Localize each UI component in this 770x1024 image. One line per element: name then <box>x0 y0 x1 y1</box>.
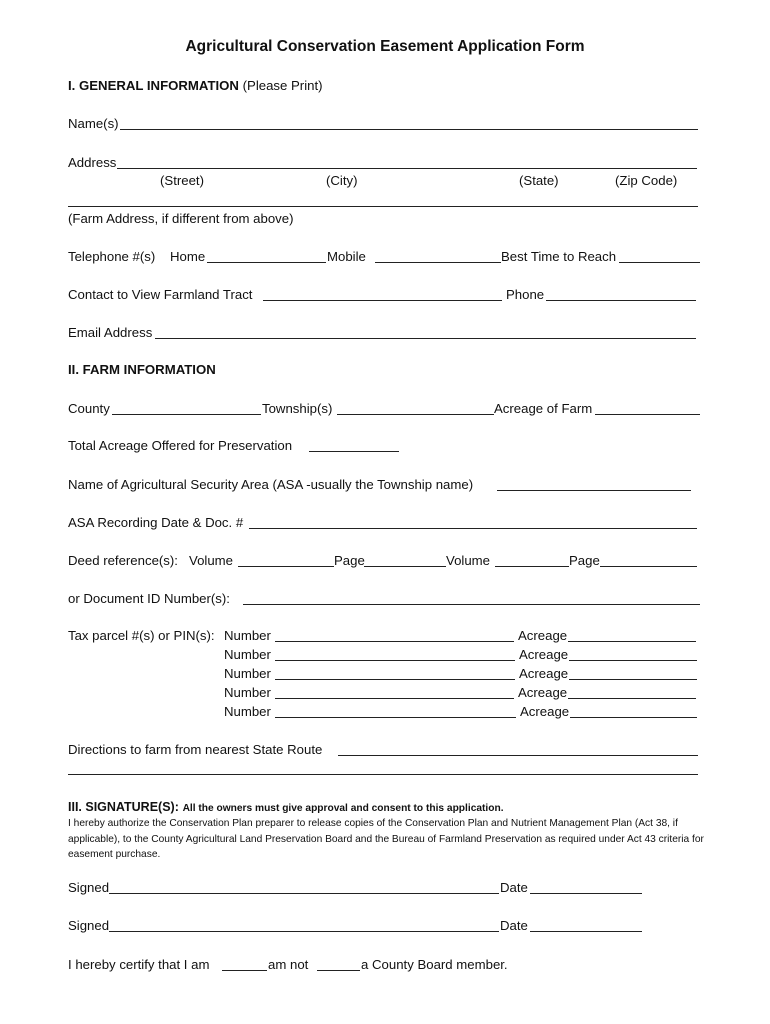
state-caption: (State) <box>519 173 559 188</box>
deed-page-field-1[interactable] <box>364 566 446 567</box>
parcel-number-label: Number <box>224 647 271 662</box>
please-print-note: (Please Print) <box>242 78 323 93</box>
contact-field[interactable] <box>263 300 502 301</box>
parcel-number-label: Number <box>224 666 271 681</box>
contact-phone-label: Phone <box>506 287 545 302</box>
certify-text-2: am not <box>268 957 309 972</box>
parcel-number-field[interactable] <box>275 717 516 718</box>
authorization-paragraph: I hereby authorize the Conservation Plan preparer to release copies of the Conservation Plan and Nutrient Management Plan (Act 38, if applicable), to the County Agricultural Land Preservation Board and the Bureau of Farmland Preservation as required under Act 43 criteria for easement purchase. <box>68 818 704 861</box>
best-time-field[interactable] <box>619 262 700 263</box>
parcel-acreage-field[interactable] <box>568 641 696 642</box>
signed-label-2: Signed <box>68 918 110 933</box>
contact-label: Contact to View Farmland Tract <box>68 287 253 302</box>
parcel-acreage-field[interactable] <box>568 698 696 699</box>
address-label: Address <box>68 155 117 170</box>
parcel-number-field[interactable] <box>275 679 515 680</box>
section-signature-heading <box>68 799 504 817</box>
street-caption: (Street) <box>160 173 204 188</box>
total-acreage-field[interactable] <box>309 451 399 452</box>
parcel-number-field[interactable] <box>275 698 514 699</box>
parcel-acreage-label: Acreage <box>518 628 568 643</box>
signed-label-1: Signed <box>68 880 110 895</box>
best-time-label: Best Time to Reach <box>501 249 617 264</box>
parcel-acreage-field[interactable] <box>569 679 697 680</box>
section-farm-heading: II. FARM INFORMATION <box>68 362 216 377</box>
parcel-acreage-field[interactable] <box>570 717 697 718</box>
date-field-2[interactable] <box>530 931 642 932</box>
asa-recording-label: ASA Recording Date & Doc. # <box>68 515 244 530</box>
township-field[interactable] <box>337 414 494 415</box>
date-label-1: Date <box>500 880 528 895</box>
email-label: Email Address <box>68 325 153 340</box>
deed-volume-label-1: Volume <box>189 553 233 568</box>
deed-volume-label-2: Volume <box>446 553 490 568</box>
deed-reference-label: Deed reference(s): <box>68 553 178 568</box>
home-phone-field[interactable] <box>207 262 326 263</box>
parcel-acreage-label: Acreage <box>520 704 570 719</box>
acreage-of-farm-label: Acreage of Farm <box>494 401 593 416</box>
asa-recording-field[interactable] <box>249 528 697 529</box>
parcel-number-field[interactable] <box>275 660 515 661</box>
document-id-label: or Document ID Number(s): <box>68 591 230 606</box>
certify-am-field[interactable] <box>222 970 267 971</box>
city-caption: (City) <box>326 173 358 188</box>
parcel-number-label: Number <box>224 685 271 700</box>
directions-label: Directions to farm from nearest State Route <box>68 742 323 757</box>
total-acreage-label: Total Acreage Offered for Preservation <box>68 438 293 453</box>
section-general-heading <box>68 78 323 94</box>
zip-caption: (Zip Code) <box>615 173 678 188</box>
tax-parcel-label: Tax parcel #(s) or PIN(s): <box>68 628 215 643</box>
certify-am-not-field[interactable] <box>317 970 360 971</box>
acreage-of-farm-field[interactable] <box>595 414 700 415</box>
parcel-number-field[interactable] <box>275 641 514 642</box>
township-label: Township(s) <box>262 401 333 416</box>
deed-page-label-1: Page <box>334 553 365 568</box>
address-field[interactable] <box>117 168 697 169</box>
county-field[interactable] <box>112 414 261 415</box>
mobile-phone-field[interactable] <box>375 262 501 263</box>
deed-volume-field-2[interactable] <box>495 566 569 567</box>
signature-heading-text: III. SIGNATURE(S): <box>68 800 179 814</box>
parcel-acreage-field[interactable] <box>569 660 697 661</box>
form-title: Agricultural Conservation Easement Application Form <box>185 38 585 55</box>
parcel-acreage-label: Acreage <box>519 666 569 681</box>
names-field[interactable] <box>120 129 698 130</box>
parcel-number-label: Number <box>224 704 271 719</box>
signature-field-2[interactable] <box>109 931 499 932</box>
signature-subheading: All the owners must give approval and consent to this application. <box>182 803 504 814</box>
names-label: Name(s) <box>68 116 119 131</box>
home-label: Home <box>170 249 206 264</box>
certify-text-1: I hereby certify that I am <box>68 957 210 972</box>
certify-text-3: a County Board member. <box>361 957 508 972</box>
farm-address-caption: (Farm Address, if different from above) <box>68 211 294 226</box>
parcel-acreage-label: Acreage <box>519 647 569 662</box>
telephone-label: Telephone #(s) <box>68 249 156 264</box>
county-label: County <box>68 401 110 416</box>
deed-volume-field-1[interactable] <box>238 566 334 567</box>
signature-field-1[interactable] <box>109 893 499 894</box>
mobile-label: Mobile <box>327 249 366 264</box>
email-field[interactable] <box>155 338 696 339</box>
contact-phone-field[interactable] <box>546 300 696 301</box>
date-field-1[interactable] <box>530 893 642 894</box>
section-heading-text: I. GENERAL INFORMATION <box>68 78 239 93</box>
deed-page-label-2: Page <box>569 553 600 568</box>
asa-name-label: Name of Agricultural Security Area (ASA -usually the Township name) <box>68 477 474 492</box>
directions-field-line-2[interactable] <box>68 774 698 775</box>
date-label-2: Date <box>500 918 528 933</box>
document-id-field[interactable] <box>243 604 700 605</box>
deed-page-field-2[interactable] <box>600 566 697 567</box>
parcel-number-label: Number <box>224 628 271 643</box>
farm-address-field[interactable] <box>68 206 698 207</box>
directions-field[interactable] <box>338 755 698 756</box>
parcel-acreage-label: Acreage <box>518 685 568 700</box>
asa-name-field[interactable] <box>497 490 691 491</box>
